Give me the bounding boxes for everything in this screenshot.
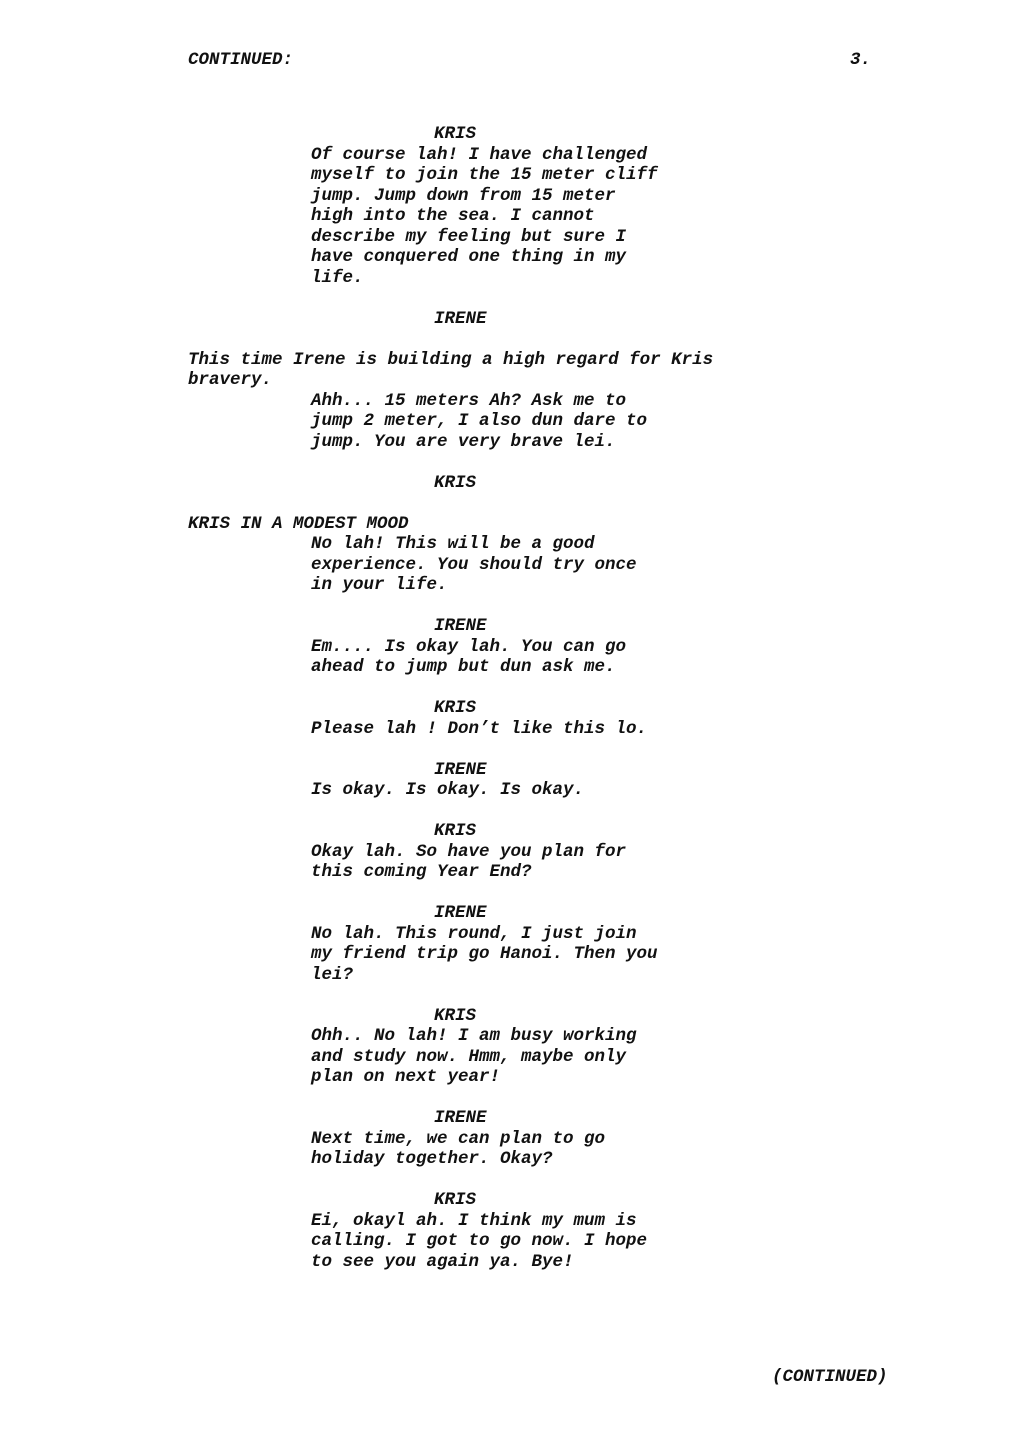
dialogue: Em.... Is okay lah. You can go ahead to jump but dun ask me. <box>311 636 627 677</box>
character-name: IRENE <box>434 616 487 636</box>
action-line: KRIS IN A MODEST MOOD <box>188 513 409 534</box>
character-name: KRIS <box>434 124 477 144</box>
screenplay-body <box>0 124 1024 1272</box>
character-name: KRIS <box>434 698 477 718</box>
dialogue: No lah! This will be a good experience. You should try once in your life. <box>311 534 637 595</box>
dialogue: Please lah ! Don’t like this lo. <box>311 718 648 739</box>
dialogue: Of course lah! I have challenged myself to join the 15 meter cliff jump. Jump down from 15 meter high into the sea. I cannot describe my feeling but sure I have conquered one thing in my life. <box>311 144 658 288</box>
page-number: 3. <box>850 50 872 70</box>
continued-footer: (CONTINUED) <box>772 1367 888 1387</box>
dialogue: Ohh.. No lah! I am busy working and study now. Hmm, maybe only plan on next year! <box>311 1026 637 1087</box>
character-name: KRIS <box>434 1190 477 1210</box>
character-name: IRENE <box>434 1108 487 1128</box>
dialogue: No lah. This round, I just join my friend trip go Hanoi. Then you lei? <box>311 923 658 985</box>
character-name: IRENE <box>434 903 487 923</box>
character-name: IRENE <box>434 759 487 780</box>
dialogue: Next time, we can plan to go holiday together. Okay? <box>311 1128 606 1169</box>
character-name: KRIS <box>434 821 477 841</box>
dialogue: Ahh... 15 meters Ah? Ask me to jump 2 meter, I also dun dare to jump. You are very brave lei. <box>311 390 648 452</box>
action-line: This time Irene is building a high regard for Kris bravery. <box>188 349 714 390</box>
character-name: KRIS <box>434 472 477 493</box>
dialogue: Okay lah. So have you plan for this coming Year End? <box>311 841 627 882</box>
dialogue: Ei, okayl ah. I think my mum is calling. I got to go now. I hope to see you again ya. Bye! <box>311 1210 648 1272</box>
continued-header: CONTINUED: <box>188 50 294 70</box>
character-name: IRENE <box>434 308 487 329</box>
character-name: KRIS <box>434 1005 477 1026</box>
dialogue: Is okay. Is okay. Is okay. <box>311 780 585 800</box>
